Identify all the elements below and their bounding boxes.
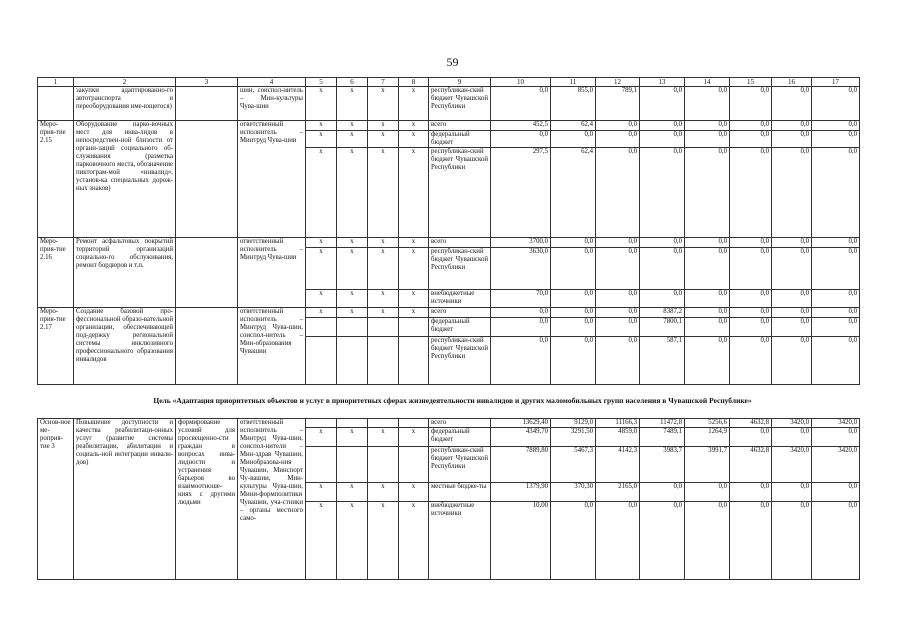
value-cell: 587,1 — [640, 337, 685, 385]
value-cell: 0,0 — [596, 121, 640, 131]
value-cell: 10,00 — [491, 502, 551, 580]
x-mark-cell: x — [368, 121, 399, 131]
column-number-header: 6 — [337, 78, 368, 87]
program-table-bottom — [37, 418, 860, 580]
result-cell — [176, 238, 238, 308]
value-cell: 0,0 — [812, 148, 860, 238]
value-cell: 7489,1 — [640, 428, 685, 447]
x-mark-cell: x — [368, 238, 399, 248]
value-cell: 0,0 — [772, 148, 812, 238]
funding-source-cell: всего — [429, 238, 491, 248]
value-cell: 789,1 — [596, 87, 640, 121]
x-mark-cell: x — [306, 428, 337, 447]
measure-name-cell: закупки адаптированно-го автотранспорта и переоборудования име-ющегося) — [74, 87, 176, 121]
measure-label-cell: Основ-ное ме-роприя-тие 3 — [38, 419, 74, 580]
x-mark-cell: x — [306, 502, 337, 580]
value-cell: 0,0 — [551, 502, 596, 580]
value-cell: 0,0 — [730, 248, 772, 290]
value-cell: 0,0 — [551, 337, 596, 385]
value-cell: 0,0 — [772, 121, 812, 131]
value-cell: 0,0 — [730, 148, 772, 238]
empty-cell — [399, 337, 429, 385]
value-cell: 3420,0 — [812, 447, 860, 483]
column-number-header: 14 — [685, 78, 730, 87]
value-cell: 62,4 — [551, 121, 596, 131]
funding-source-cell: всего — [429, 419, 491, 428]
executor-cell: ответственный исполнитель – Минтруд Чува-шии — [238, 238, 306, 308]
value-cell: 0,0 — [812, 87, 860, 121]
value-cell: 0,0 — [685, 337, 730, 385]
value-cell: 0,0 — [812, 121, 860, 131]
header-row — [38, 78, 860, 87]
value-cell: 0,0 — [491, 131, 551, 148]
value-cell: 0,0 — [812, 238, 860, 248]
column-number-header: 15 — [730, 78, 772, 87]
result-cell — [176, 87, 238, 121]
x-mark-cell: x — [337, 502, 368, 580]
value-cell: 2165,0 — [596, 483, 640, 502]
value-cell: 0,0 — [491, 308, 551, 318]
value-cell: 5467,3 — [551, 447, 596, 483]
value-cell: 0,0 — [685, 502, 730, 580]
value-cell: 0,0 — [640, 248, 685, 290]
x-mark-cell: x — [368, 248, 399, 290]
value-cell: 0,0 — [730, 428, 772, 447]
value-cell: 0,0 — [772, 308, 812, 318]
program-table-top — [37, 77, 860, 385]
empty-cell — [306, 447, 337, 483]
table-row — [38, 419, 860, 428]
x-mark-cell: x — [399, 248, 429, 290]
column-number-header: 10 — [491, 78, 551, 87]
value-cell: 0,0 — [551, 248, 596, 290]
x-mark-cell: x — [399, 428, 429, 447]
value-cell: 0,0 — [685, 238, 730, 248]
value-cell: 0,0 — [551, 238, 596, 248]
value-cell: 0,0 — [640, 502, 685, 580]
empty-cell — [306, 337, 337, 385]
x-mark-cell: x — [337, 238, 368, 248]
value-cell: 0,0 — [596, 290, 640, 308]
value-cell: 0,0 — [551, 131, 596, 148]
empty-cell — [368, 447, 399, 483]
value-cell: 62,4 — [551, 148, 596, 238]
value-cell: 0,0 — [730, 87, 772, 121]
value-cell: 0,0 — [730, 121, 772, 131]
x-mark-cell: x — [368, 483, 399, 502]
funding-source-cell: республикан-ский бюджет Чувашской Республики — [429, 148, 491, 238]
x-mark-cell: x — [399, 87, 429, 121]
result-cell: формирование условий для просвещенно-сти граждан в вопросах инва-лидности и устранения барьеров во взаимоотноше-ниях с другими людьми — [176, 419, 238, 580]
value-cell: 3700,0 — [491, 238, 551, 248]
value-cell: 0,0 — [772, 318, 812, 337]
value-cell: 0,0 — [596, 238, 640, 248]
value-cell: 0,0 — [640, 483, 685, 502]
column-number-header: 1 — [38, 78, 74, 87]
empty-cell — [337, 447, 368, 483]
value-cell: 0,0 — [812, 131, 860, 148]
column-number-header: 13 — [640, 78, 685, 87]
funding-source-cell: всего — [429, 121, 491, 131]
executor-cell: ответственный исполнитель – Минтруд Чува-шии, соиспол-нители – Мин-здрав Чувашии, Минобразова-ния Чувашии, Минспорт Чу-вашии, Мин-культуры Чува-шии, Мини-формполитики Чувашии, уча-стники – органы местного само- — [238, 419, 306, 580]
value-cell: 0,0 — [491, 337, 551, 385]
column-number-header: 2 — [74, 78, 176, 87]
value-cell: 13629,40 — [491, 419, 551, 428]
x-mark-cell: x — [368, 87, 399, 121]
funding-source-cell: федеральный бюджет — [429, 318, 491, 337]
value-cell: 0,0 — [772, 483, 812, 502]
goal-heading: Цель «Адаптация приоритетных объектов и услуг в приоритетных сферах жизнедеятельности инвалидов и других маломобильных групп населения в Чувашской Республике» — [153, 396, 752, 405]
page-number: 59 — [446, 55, 459, 69]
x-mark-cell: x — [306, 483, 337, 502]
funding-source-cell: внебюджетные источники — [429, 290, 491, 308]
value-cell: 0,0 — [812, 290, 860, 308]
value-cell: 4142,3 — [596, 447, 640, 483]
x-mark-cell: x — [337, 131, 368, 148]
value-cell: 0,0 — [812, 308, 860, 318]
measure-name-cell: Ремонт асфальтовых покрытий территорий организаций социально-го обслуживания, ремонт бордюров и т.п. — [74, 238, 176, 308]
x-mark-cell: x — [337, 87, 368, 121]
value-cell: 0,0 — [812, 248, 860, 290]
value-cell: 0,0 — [730, 337, 772, 385]
value-cell: 3630,0 — [491, 248, 551, 290]
x-mark-cell: x — [306, 290, 337, 308]
column-number-header: 4 — [238, 78, 306, 87]
value-cell: 0,0 — [685, 121, 730, 131]
value-cell: 7800,1 — [640, 318, 685, 337]
x-mark-cell: x — [306, 248, 337, 290]
x-mark-cell: x — [368, 131, 399, 148]
column-number-header: 17 — [812, 78, 860, 87]
x-mark-cell: x — [306, 308, 337, 318]
x-mark-cell: x — [306, 87, 337, 121]
value-cell: 7889,80 — [491, 447, 551, 483]
value-cell: 3420,0 — [812, 419, 860, 428]
value-cell: 3420,0 — [772, 447, 812, 483]
value-cell: 9129,0 — [551, 419, 596, 428]
empty-cell — [337, 419, 368, 428]
column-number-header: 5 — [306, 78, 337, 87]
value-cell: 0,0 — [640, 121, 685, 131]
executor-cell: ответственный исполнитель – Минтруд Чува-шии, соиспол-нитель – Мин-образования Чувашии — [238, 308, 306, 385]
measure-label-cell: Меро-прия-тие 2.16 — [38, 238, 74, 308]
value-cell: 0,0 — [730, 290, 772, 308]
x-mark-cell: x — [306, 238, 337, 248]
column-number-header: 9 — [429, 78, 491, 87]
funding-source-cell: республикан-ский бюджет Чувашской Республики — [429, 87, 491, 121]
value-cell: 0,0 — [812, 428, 860, 447]
table-row — [38, 87, 860, 121]
executor-cell: шии, соиспол-нитель – Мин-культуры Чува-шии — [238, 87, 306, 121]
x-mark-cell: x — [368, 308, 399, 318]
x-mark-cell: x — [306, 121, 337, 131]
value-cell: 0,0 — [685, 290, 730, 308]
value-cell: 0,0 — [491, 318, 551, 337]
value-cell: 3420,0 — [772, 419, 812, 428]
value-cell: 0,0 — [596, 502, 640, 580]
measure-label-cell: Меро-прия-тие 2.15 — [38, 121, 74, 238]
value-cell: 0,0 — [596, 248, 640, 290]
x-mark-cell: x — [306, 131, 337, 148]
funding-source-cell: республикан-ский бюджет Чувашской Республики — [429, 248, 491, 290]
value-cell: 0,0 — [772, 238, 812, 248]
value-cell: 11166,3 — [596, 419, 640, 428]
value-cell: 0,0 — [685, 483, 730, 502]
value-cell: 0,0 — [685, 131, 730, 148]
value-cell: 0,0 — [812, 337, 860, 385]
x-mark-cell: x — [337, 428, 368, 447]
column-number-header: 11 — [551, 78, 596, 87]
value-cell: 0,0 — [640, 290, 685, 308]
x-mark-cell: x — [399, 238, 429, 248]
value-cell: 3991,7 — [685, 447, 730, 483]
measure-label-cell — [38, 87, 74, 121]
x-mark-cell: x — [337, 308, 368, 318]
value-cell: 0,0 — [596, 131, 640, 148]
value-cell: 0,0 — [551, 318, 596, 337]
value-cell: 0,0 — [596, 337, 640, 385]
value-cell: 5256,6 — [685, 419, 730, 428]
measure-label-cell: Меро-прия-тие 2.17 — [38, 308, 74, 385]
x-mark-cell: x — [337, 248, 368, 290]
executor-cell: ответственный исполнитель – Минтруд Чува-шии — [238, 121, 306, 238]
x-mark-cell: x — [337, 121, 368, 131]
value-cell: 0,0 — [685, 148, 730, 238]
empty-cell — [306, 318, 337, 337]
x-mark-cell: x — [399, 148, 429, 238]
value-cell: 3983,7 — [640, 447, 685, 483]
value-cell: 4349,70 — [491, 428, 551, 447]
x-mark-cell: x — [337, 148, 368, 238]
value-cell: 0,0 — [685, 318, 730, 337]
value-cell: 0,0 — [730, 308, 772, 318]
x-mark-cell: x — [399, 290, 429, 308]
funding-source-cell: республикан-ский бюджет Чувашской Республики — [429, 447, 491, 483]
x-mark-cell: x — [337, 290, 368, 308]
value-cell: 0,0 — [772, 502, 812, 580]
value-cell: 0,0 — [551, 308, 596, 318]
empty-cell — [399, 447, 429, 483]
value-cell: 1264,9 — [685, 428, 730, 447]
value-cell: 0,0 — [730, 502, 772, 580]
x-mark-cell: x — [399, 308, 429, 318]
funding-source-cell: федеральный бюджет — [429, 131, 491, 148]
funding-source-cell: республикан-ский бюджет Чувашской Республики — [429, 337, 491, 385]
measure-name-cell: Повышение доступности и качества реабилитаци-онных услуг (развитие системы реабилитации, абилитации и социаль-ной интеграции инвали-дов) — [74, 419, 176, 580]
empty-cell — [337, 337, 368, 385]
value-cell: 4632,8 — [730, 447, 772, 483]
empty-cell — [399, 318, 429, 337]
value-cell: 0,0 — [596, 148, 640, 238]
value-cell: 297,5 — [491, 148, 551, 238]
value-cell: 0,0 — [685, 248, 730, 290]
value-cell: 0,0 — [772, 290, 812, 308]
value-cell: 70,0 — [491, 290, 551, 308]
value-cell: 4632,8 — [730, 419, 772, 428]
x-mark-cell: x — [368, 428, 399, 447]
value-cell: 0,0 — [730, 318, 772, 337]
value-cell: 0,0 — [772, 337, 812, 385]
empty-cell — [306, 419, 337, 428]
value-cell: 0,0 — [685, 87, 730, 121]
value-cell: 0,0 — [640, 131, 685, 148]
empty-cell — [368, 419, 399, 428]
value-cell: 0,0 — [812, 483, 860, 502]
value-cell: 0,0 — [640, 148, 685, 238]
table-row — [38, 308, 860, 318]
value-cell: 0,0 — [730, 131, 772, 148]
value-cell: 855,0 — [551, 87, 596, 121]
value-cell: 8387,2 — [640, 308, 685, 318]
empty-cell — [399, 419, 429, 428]
value-cell: 1379,90 — [491, 483, 551, 502]
funding-source-cell: местные бюдже-ты — [429, 483, 491, 502]
x-mark-cell: x — [306, 148, 337, 238]
measure-name-cell: Создание базовой про-фессиональной образо-вательной организации, обеспечивающей под-держку региональной системы инклюзивного профессионального образования инвалидов — [74, 308, 176, 385]
value-cell: 3291,50 — [551, 428, 596, 447]
value-cell: 0,0 — [685, 308, 730, 318]
column-number-header: 8 — [399, 78, 429, 87]
value-cell: 0,0 — [491, 87, 551, 121]
value-cell: 0,0 — [596, 318, 640, 337]
value-cell: 0,0 — [730, 238, 772, 248]
value-cell: 452,5 — [491, 121, 551, 131]
value-cell: 0,0 — [812, 502, 860, 580]
empty-cell — [368, 318, 399, 337]
x-mark-cell: x — [368, 148, 399, 238]
funding-source-cell: внебюджетные источники — [429, 502, 491, 580]
result-cell — [176, 308, 238, 385]
table-row — [38, 238, 860, 248]
funding-source-cell: федеральный бюджет — [429, 428, 491, 447]
column-number-header: 7 — [368, 78, 399, 87]
value-cell: 0,0 — [596, 308, 640, 318]
x-mark-cell: x — [337, 483, 368, 502]
result-cell — [176, 121, 238, 238]
value-cell: 11472,8 — [640, 419, 685, 428]
measure-name-cell: Оборудование парко-вочных мест для инва-лидов в непосредствен-ной близости от органи-заций социального об-служивания (разметка парковочного места, обозначение пиктограм-мой «инвалид», установ-ка специальных дорож-ных знаков) — [74, 121, 176, 238]
value-cell: 0,0 — [640, 87, 685, 121]
column-number-header: 16 — [772, 78, 812, 87]
empty-cell — [368, 337, 399, 385]
table-row — [38, 121, 860, 131]
value-cell: 0,0 — [812, 318, 860, 337]
value-cell: 0,0 — [772, 131, 812, 148]
column-number-header: 3 — [176, 78, 238, 87]
value-cell: 0,0 — [551, 290, 596, 308]
value-cell: 370,30 — [551, 483, 596, 502]
x-mark-cell: x — [399, 131, 429, 148]
value-cell: 0,0 — [772, 428, 812, 447]
column-number-header: 12 — [596, 78, 640, 87]
empty-cell — [337, 318, 368, 337]
x-mark-cell: x — [368, 290, 399, 308]
value-cell: 0,0 — [730, 483, 772, 502]
x-mark-cell: x — [399, 483, 429, 502]
x-mark-cell: x — [399, 121, 429, 131]
funding-source-cell: всего — [429, 308, 491, 318]
value-cell: 0,0 — [640, 238, 685, 248]
value-cell: 0,0 — [772, 248, 812, 290]
x-mark-cell: x — [399, 502, 429, 580]
value-cell: 4859,0 — [596, 428, 640, 447]
x-mark-cell: x — [368, 502, 399, 580]
value-cell: 0,0 — [772, 87, 812, 121]
